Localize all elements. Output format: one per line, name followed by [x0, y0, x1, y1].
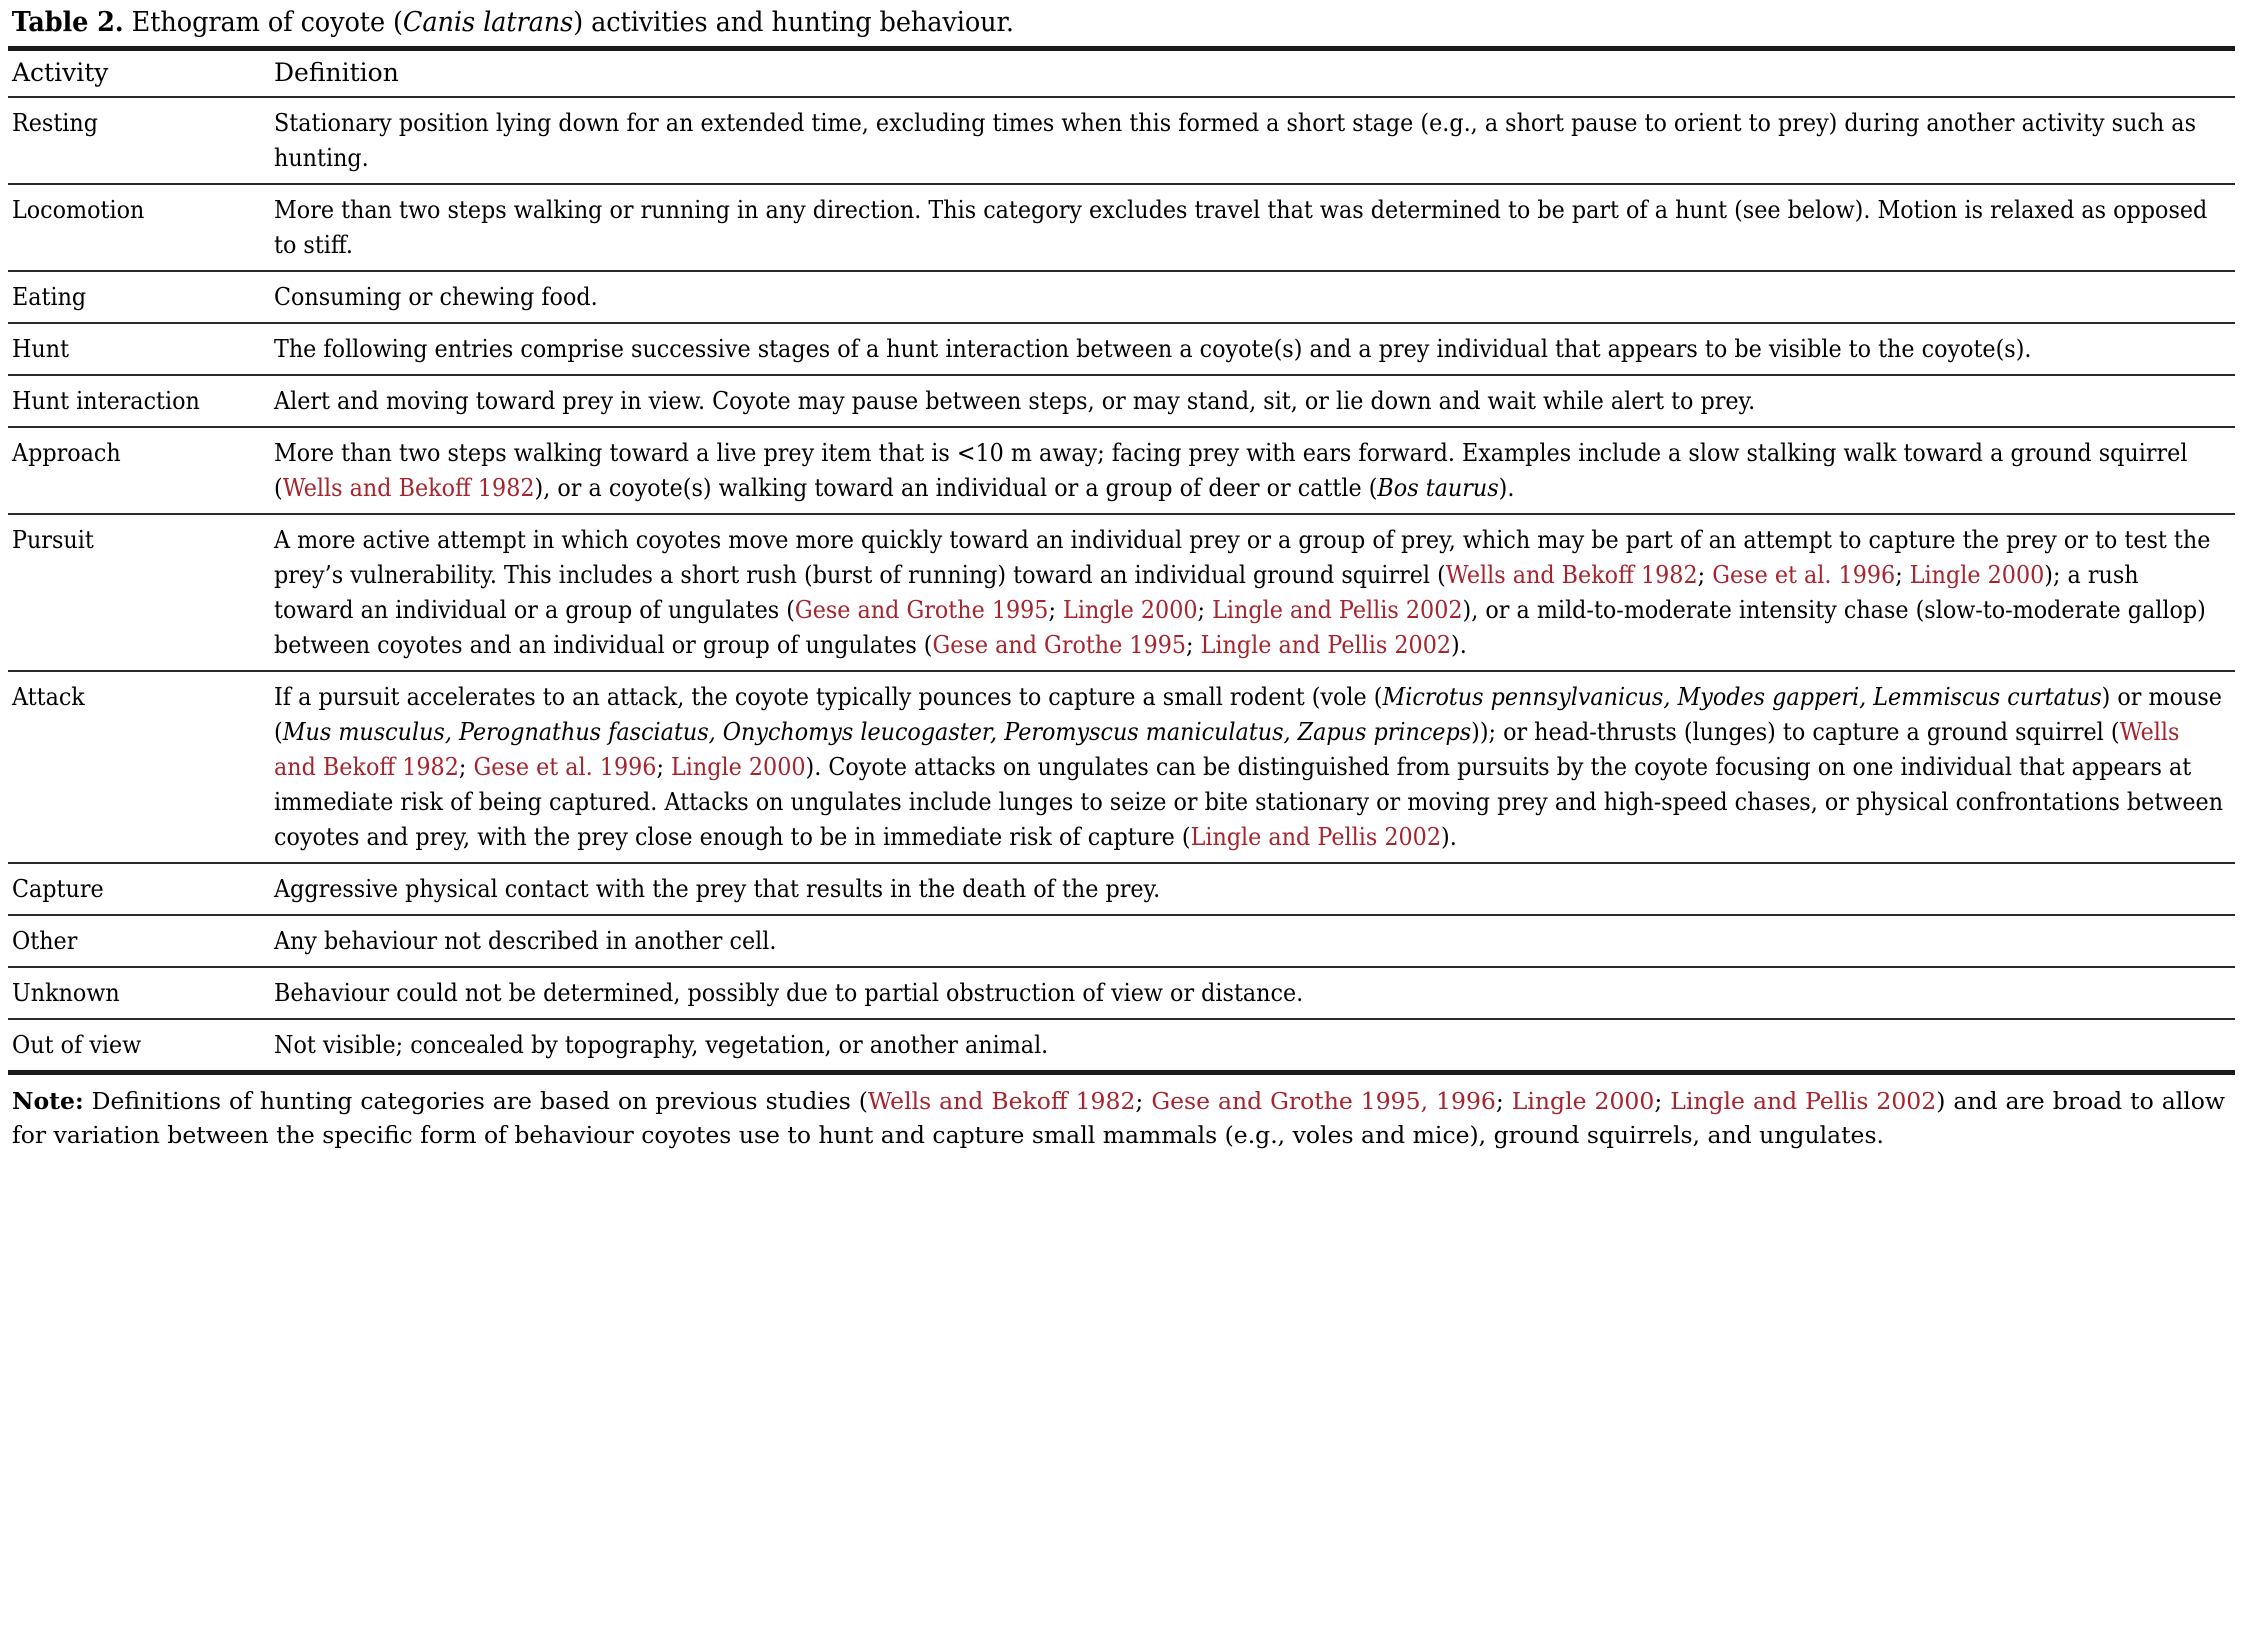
definition-text: ;	[1697, 560, 1713, 589]
definition-body: More than two steps walking or running in any direction. This category excludes travel that was determined to be part of a hunt (see below). Motion is relaxed as opposed to stiff.	[274, 195, 2208, 259]
definition-body: Consuming or chewing food.	[274, 282, 598, 311]
definition-text: ). Coyote attacks on ungulates can be distinguished from pursuits by the coyote focusing on one individual that appears at immediate risk of being captured. Attacks on ungulates include lunges to seize or bite stationary or moving prey and high-speed chases, or physical confrontations between coyotes and prey, with the prey close enough to be in immediate risk of capture (	[274, 752, 2224, 851]
cell-definition	[270, 967, 2235, 1019]
definition-text: ;	[1495, 1087, 1512, 1115]
citation-link[interactable]: Wells and Bekoff 1982	[282, 473, 535, 502]
definition-text: ;	[1197, 595, 1213, 624]
citation-link[interactable]: Lingle 2000	[1909, 560, 2045, 589]
cell-activity	[8, 1019, 270, 1070]
citation-link[interactable]: Wells and Bekoff 1982	[1445, 560, 1698, 589]
definition-text: ).	[1498, 473, 1515, 502]
definition-text: ;	[1654, 1087, 1671, 1115]
ethogram-table	[8, 51, 2235, 1070]
table-row	[8, 671, 2235, 863]
table-note-label: Note:	[12, 1087, 84, 1115]
definition-text: ) or mouse (	[274, 682, 2222, 746]
activity-label: Capture	[12, 874, 104, 903]
cell-definition	[270, 863, 2235, 915]
table-note	[12, 1085, 2225, 1152]
cell-activity	[8, 514, 270, 671]
citation-link[interactable]: Gese et al. 1996	[1712, 560, 1896, 589]
column-header-activity: Activity	[8, 51, 270, 97]
table-row	[8, 1019, 2235, 1070]
definition-text: ); a rush toward an individual or a group of ungulates (	[274, 560, 2139, 624]
species-name: Mus musculus, Perognathus fasciatus, Onychomys leucogaster, Peromyscus maniculatus, Zapus princeps	[282, 717, 1472, 746]
citation-link[interactable]: Wells and Bekoff 1982	[867, 1087, 1136, 1115]
activity-label: Out of view	[12, 1030, 142, 1059]
activity-label: Hunt	[12, 334, 70, 363]
cell-definition	[270, 97, 2235, 184]
table-caption-text-after: ) activities and hunting behaviour.	[573, 6, 1014, 38]
definition-text: ).	[1451, 630, 1467, 659]
table-row	[8, 271, 2235, 323]
citation-link[interactable]: Gese and Grothe 1995	[932, 630, 1187, 659]
cell-definition	[270, 375, 2235, 427]
cell-activity	[8, 915, 270, 967]
species-name: Bos taurus	[1377, 473, 1499, 502]
cell-activity	[8, 671, 270, 863]
cell-activity	[8, 271, 270, 323]
citation-link[interactable]: Lingle 2000	[671, 752, 806, 781]
citation-link[interactable]: Lingle and Pellis 2002	[1190, 822, 1442, 851]
definition-text: A more active attempt in which coyotes move more quickly toward an individual prey or a group of prey, which may be part of an attempt to capture the prey or to test the prey’s vulnerability. This includes a short rush (burst of running) toward an individual ground squirrel (	[274, 525, 2211, 589]
definition-body: Alert and moving toward prey in view. Coyote may pause between steps, or may stand, sit, or lie down and wait while alert to prey.	[274, 386, 1756, 415]
table-row	[8, 323, 2235, 375]
citation-link[interactable]: Gese et al. 1996	[473, 752, 657, 781]
table-row	[8, 514, 2235, 671]
definition-text: ;	[1048, 595, 1064, 624]
definition-body: Stationary position lying down for an extended time, excluding times when this formed a short stage (e.g., a short pause to orient to prey) during another activity such as hunting.	[274, 108, 2197, 172]
table-row	[8, 863, 2235, 915]
activity-label: Hunt interaction	[12, 386, 200, 415]
definition-text: Definitions of hunting categories are based on previous studies (	[83, 1087, 868, 1115]
activity-label: Locomotion	[12, 195, 145, 224]
cell-definition	[270, 915, 2235, 967]
activity-label: Resting	[12, 108, 99, 137]
citation-link[interactable]: Lingle 2000	[1511, 1087, 1655, 1115]
definition-text: )); or head-thrusts (lunges) to capture a ground squirrel (	[1471, 717, 2120, 746]
cell-definition	[270, 323, 2235, 375]
definition-text: ) and are broad to allow for variation between the specific form of behaviour coyotes use to hunt and capture small mammals (e.g., voles and mice), ground squirrels, and ungulates.	[12, 1087, 2226, 1149]
definition-body: Not visible; concealed by topography, vegetation, or another animal.	[274, 1030, 1049, 1059]
table-caption	[8, 0, 2238, 46]
definition-body: The following entries comprise successive stages of a hunt interaction between a coyote(s) and a prey individual that appears to be visible to the coyote(s).	[274, 334, 2032, 363]
cell-definition	[270, 514, 2235, 671]
citation-link[interactable]: Lingle 2000	[1063, 595, 1198, 624]
definition-text: ;	[458, 752, 474, 781]
definition-text: If a pursuit accelerates to an attack, the coyote typically pounces to capture a small rodent (vole (	[274, 682, 1383, 711]
activity-label: Attack	[12, 682, 85, 711]
definition-text: ).	[1441, 822, 1457, 851]
citation-link[interactable]: Wells and Bekoff 1982	[274, 717, 2180, 781]
table-body	[8, 97, 2235, 1070]
cell-definition	[270, 271, 2235, 323]
table-header	[8, 51, 2235, 97]
citation-link[interactable]: Gese and Grothe 1995, 1996	[1151, 1087, 1496, 1115]
citation-link[interactable]: Lingle and Pellis 2002	[1200, 630, 1452, 659]
table-note-body	[12, 1087, 2225, 1149]
cell-definition	[270, 427, 2235, 514]
table-caption-text-before: Ethogram of coyote (	[123, 6, 403, 38]
definition-body	[274, 522, 2225, 662]
definition-text: ;	[1135, 1087, 1152, 1115]
definition-text: More than two steps walking toward a live prey item that is <10 m away; facing prey with ears forward. Examples include a slow stalking walk toward a ground squirrel (	[274, 438, 2188, 502]
table-row	[8, 184, 2235, 271]
activity-label: Pursuit	[12, 525, 94, 554]
table-caption-species: Canis latrans	[402, 6, 574, 38]
definition-body: Behaviour could not be determined, possibly due to partial obstruction of view or distance.	[274, 978, 1304, 1007]
definition-text: ;	[656, 752, 672, 781]
citation-link[interactable]: Lingle and Pellis 2002	[1212, 595, 1463, 624]
definition-body	[274, 679, 2225, 854]
table-caption-label: Table 2.	[11, 6, 124, 38]
definition-body: Any behaviour not described in another cell.	[274, 926, 777, 955]
activity-label: Approach	[12, 438, 121, 467]
activity-label: Other	[12, 926, 78, 955]
table-header-row	[8, 51, 2235, 97]
citation-link[interactable]: Gese and Grothe 1995	[794, 595, 1049, 624]
definition-text: ;	[1186, 630, 1201, 659]
definition-text: ), or a mild-to-moderate intensity chase (slow-to-moderate gallop) between coyotes and an individual or group of ungulates (	[274, 595, 2206, 659]
cell-activity	[8, 97, 270, 184]
column-header-definition: Definition	[270, 51, 2235, 97]
table-note-section	[8, 1070, 2235, 1156]
table-row	[8, 915, 2235, 967]
table-row	[8, 375, 2235, 427]
cell-activity	[8, 863, 270, 915]
cell-definition	[270, 1019, 2235, 1070]
cell-activity	[8, 427, 270, 514]
species-name: Microtus pennsylvanicus, Myodes gapperi, Lemmiscus curtatus	[1382, 682, 2102, 711]
cell-activity	[8, 967, 270, 1019]
cell-definition	[270, 671, 2235, 863]
table-row	[8, 967, 2235, 1019]
definition-text: ), or a coyote(s) walking toward an individual or a group of deer or cattle (	[534, 473, 1378, 502]
definition-text: ;	[1895, 560, 1910, 589]
definition-body: Aggressive physical contact with the prey that results in the death of the prey.	[274, 874, 1161, 903]
cell-activity	[8, 184, 270, 271]
activity-label: Eating	[12, 282, 87, 311]
cell-definition	[270, 184, 2235, 271]
citation-link[interactable]: Lingle and Pellis 2002	[1670, 1087, 1937, 1115]
definition-body	[274, 435, 2225, 505]
table-row	[8, 427, 2235, 514]
cell-activity	[8, 375, 270, 427]
cell-activity	[8, 323, 270, 375]
activity-label: Unknown	[12, 978, 120, 1007]
table-row	[8, 97, 2235, 184]
